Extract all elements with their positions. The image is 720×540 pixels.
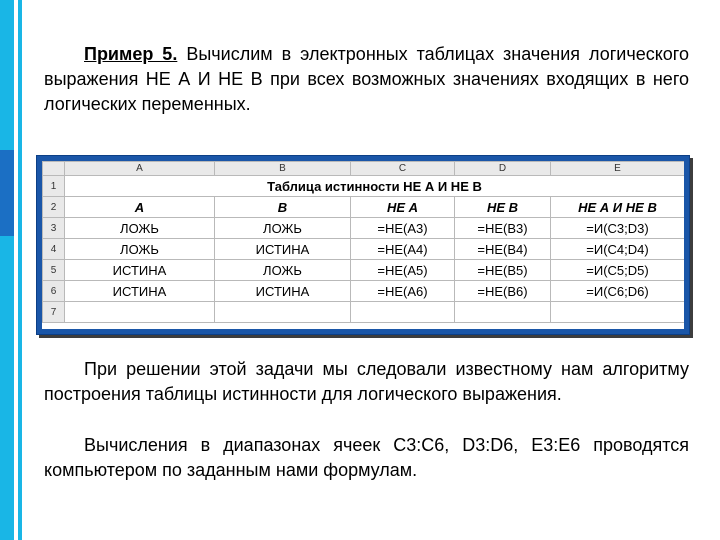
left-accent-block (0, 150, 14, 236)
header-cell[interactable]: НЕ В (455, 197, 551, 218)
row-number[interactable]: 2 (43, 197, 65, 218)
cell[interactable] (65, 302, 215, 323)
example-label: Пример 5. (84, 44, 178, 64)
table-row (43, 302, 685, 323)
table-row (43, 281, 685, 302)
formula-cell[interactable]: =И(С4;D4) (551, 239, 685, 260)
cell[interactable]: ЛОЖЬ (215, 260, 351, 281)
row-number[interactable]: 5 (43, 260, 65, 281)
left-accent-thin-bar (18, 0, 22, 540)
column-header-c[interactable]: C (351, 162, 455, 176)
row-number[interactable]: 1 (43, 176, 65, 197)
cell[interactable] (551, 302, 685, 323)
cell[interactable] (455, 302, 551, 323)
row-number[interactable]: 3 (43, 218, 65, 239)
spreadsheet-grid (42, 161, 684, 323)
table-row (43, 197, 685, 218)
spreadsheet-frame (36, 155, 690, 335)
cell[interactable]: ИСТИНА (65, 260, 215, 281)
formula-cell[interactable]: =НЕ(В4) (455, 239, 551, 260)
column-header-e[interactable]: E (551, 162, 685, 176)
table-title-cell[interactable]: Таблица истинности НЕ А И НЕ В (65, 176, 685, 197)
formula-cell[interactable]: =И(С6;D6) (551, 281, 685, 302)
cell[interactable]: ЛОЖЬ (65, 218, 215, 239)
header-cell[interactable]: НЕ А И НЕ В (551, 197, 685, 218)
header-cell[interactable]: В (215, 197, 351, 218)
formula-cell[interactable]: =НЕ(А4) (351, 239, 455, 260)
formula-cell[interactable]: =И(С3;D3) (551, 218, 685, 239)
cell[interactable]: ЛОЖЬ (215, 218, 351, 239)
formula-cell[interactable]: =НЕ(В3) (455, 218, 551, 239)
header-cell[interactable]: А (65, 197, 215, 218)
column-header-b[interactable]: B (215, 162, 351, 176)
formula-cell[interactable]: =НЕ(А5) (351, 260, 455, 281)
spreadsheet (42, 161, 684, 329)
header-cell[interactable]: НЕ А (351, 197, 455, 218)
column-header-row (43, 162, 685, 176)
cell[interactable]: ЛОЖЬ (65, 239, 215, 260)
corner-cell[interactable] (43, 162, 65, 176)
formula-cell[interactable]: =НЕ(В5) (455, 260, 551, 281)
calculation-paragraph: Вычисления в диапазонах ячеек C3:C6, D3:D6, E3:E6 проводятся компьютером по заданным нами формулам. (44, 435, 689, 480)
column-header-a[interactable]: A (65, 162, 215, 176)
cell[interactable]: ИСТИНА (215, 239, 351, 260)
row-number[interactable]: 4 (43, 239, 65, 260)
formula-cell[interactable]: =НЕ(А3) (351, 218, 455, 239)
example-paragraph (44, 42, 689, 117)
cell[interactable]: ИСТИНА (215, 281, 351, 302)
table-row (43, 218, 685, 239)
cell[interactable] (351, 302, 455, 323)
row-number[interactable]: 6 (43, 281, 65, 302)
left-accent-bar (0, 0, 14, 540)
formula-cell[interactable]: =НЕ(А6) (351, 281, 455, 302)
formula-cell[interactable]: =НЕ(В6) (455, 281, 551, 302)
table-row (43, 176, 685, 197)
formula-cell[interactable]: =И(С5;D5) (551, 260, 685, 281)
cell[interactable]: ИСТИНА (65, 281, 215, 302)
cell[interactable] (215, 302, 351, 323)
example-text: Вычислим в электронных таблицах значения логического выражения НЕ А И НЕ В при всех возможных значениях входящих в него логических переменных. (44, 44, 689, 114)
table-row (43, 239, 685, 260)
column-header-d[interactable]: D (455, 162, 551, 176)
explanation-paragraph: При решении этой задачи мы следовали известному нам алгоритму построения таблицы истинности для логического выражения. (44, 359, 689, 404)
row-number[interactable]: 7 (43, 302, 65, 323)
table-row (43, 260, 685, 281)
